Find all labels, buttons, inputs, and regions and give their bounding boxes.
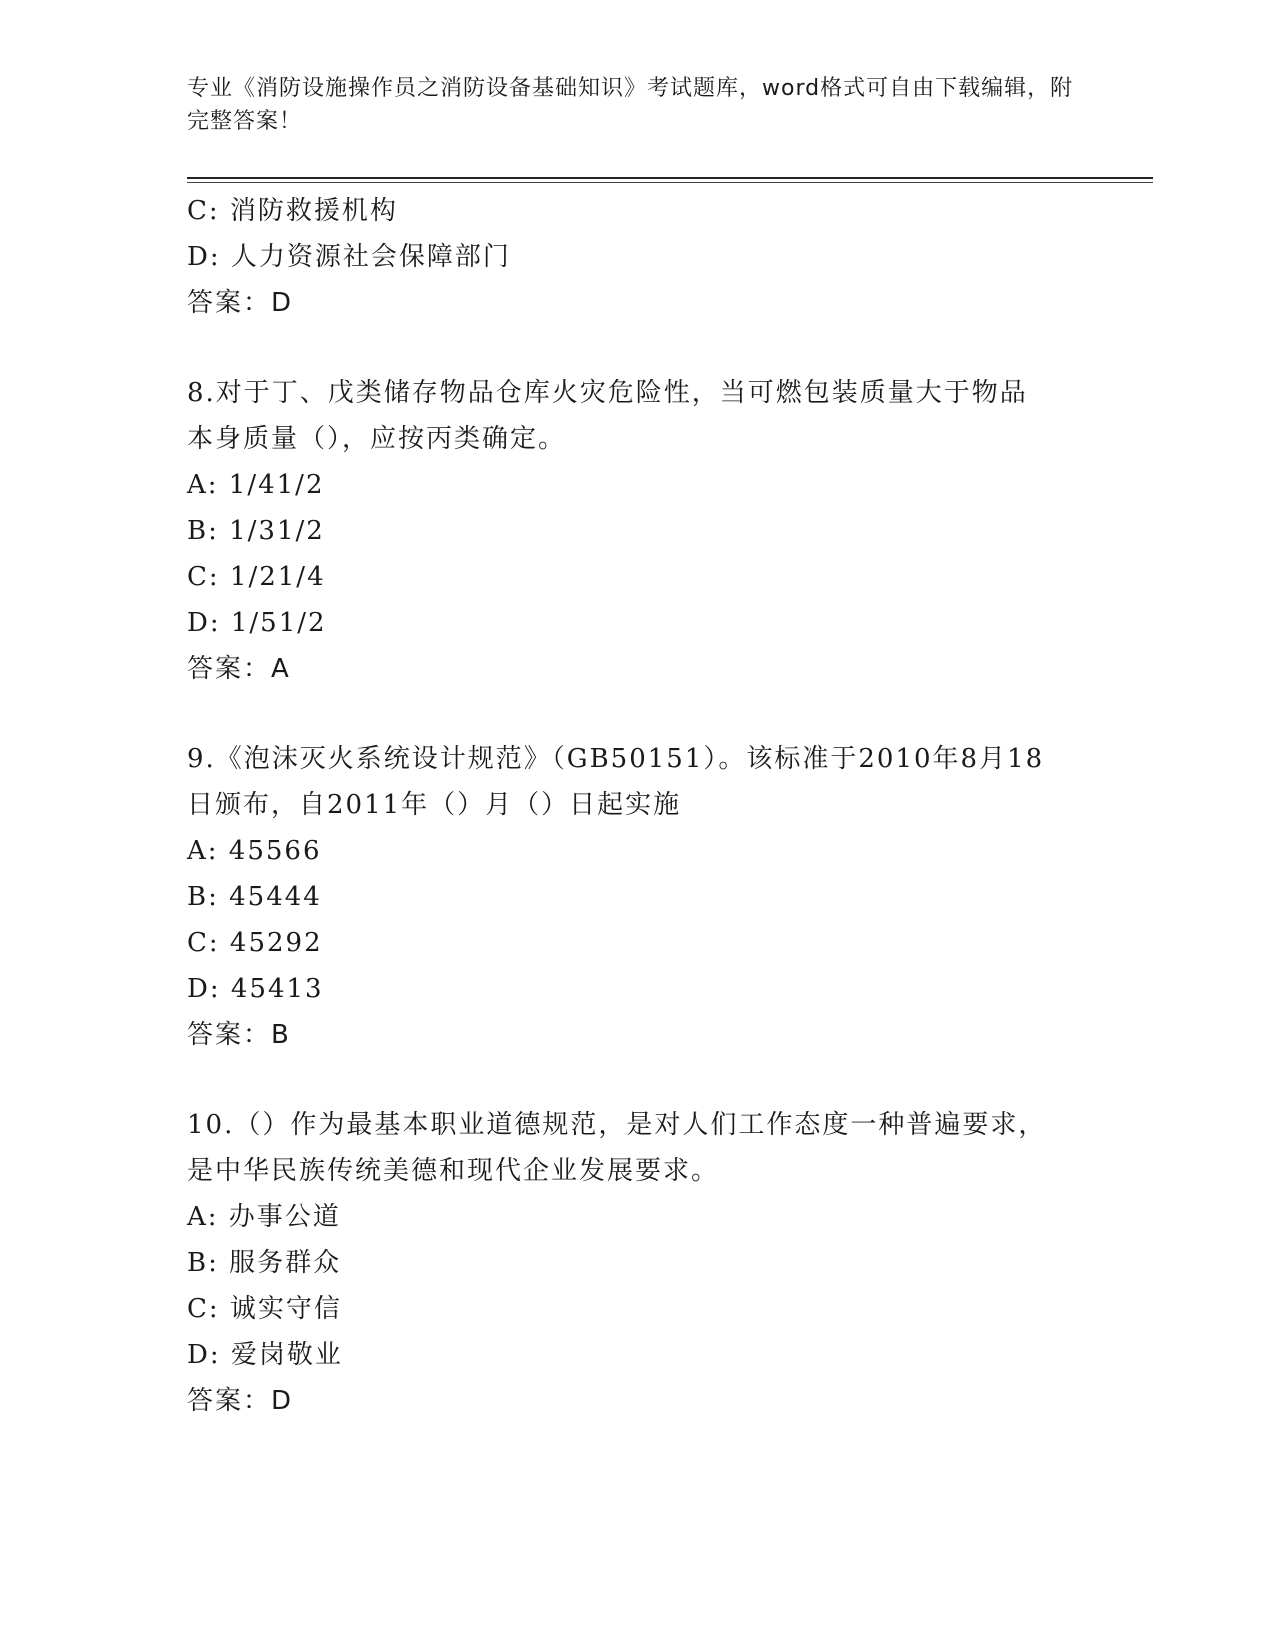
option-c: C: 消防救援机构 [187,196,398,226]
question-text-line: 日颁布，自2011年（）月（）日起实施 [187,790,682,820]
page-header: 专业《消防设施操作员之消防设备基础知识》考试题库，word格式可自由下载编辑，附完整答案！ [187,76,1074,134]
option-a: A: 办事公道 [187,1202,341,1232]
header-rule-thick [187,177,1153,179]
question-text-line: 8.对于丁、戊类储存物品仓库火灾危险性，当可燃包装质量大于物品 [187,378,1028,408]
answer-line: 答案：D [187,288,294,318]
question-text-line: 9.《泡沫灭火系统设计规范》（GB50151）。该标准于2010年8月18 [187,744,1045,774]
option-d: D: 45413 [187,974,324,1004]
answer-line: 答案：B [187,1020,291,1050]
question-block [187,370,1087,692]
option-c: C: 45292 [187,928,323,958]
question-list [187,188,1087,1424]
answer-line: 答案：D [187,1386,294,1416]
question-text-line: 本身质量（），应按丙类确定。 [187,424,567,454]
answer-line: 答案：A [187,654,291,684]
option-a: A: 45566 [187,836,322,866]
option-d: D: 人力资源社会保障部门 [187,242,511,272]
option-c: C: 诚实守信 [187,1294,342,1324]
option-c: C: 1/21/4 [187,562,326,592]
option-b: B: 1/31/2 [187,516,325,546]
option-b: B: 45444 [187,882,322,912]
spacer [187,326,1087,370]
option-b: B: 服务群众 [187,1248,342,1278]
option-a: A: 1/41/2 [187,470,325,500]
option-d: D: 1/51/2 [187,608,327,638]
spacer [187,1058,1087,1102]
spacer [187,692,1087,736]
question-block [187,736,1087,1058]
prev-question-tail [187,188,1087,326]
question-text-line: 是中华民族传统美德和现代企业发展要求。 [187,1156,720,1186]
question-text-line: 10.（）作为最基本职业道德规范，是对人们工作态度一种普遍要求， [187,1110,1047,1140]
header-rule-thin [187,182,1153,183]
question-block [187,1102,1087,1424]
option-d: D: 爱岗敬业 [187,1340,343,1370]
